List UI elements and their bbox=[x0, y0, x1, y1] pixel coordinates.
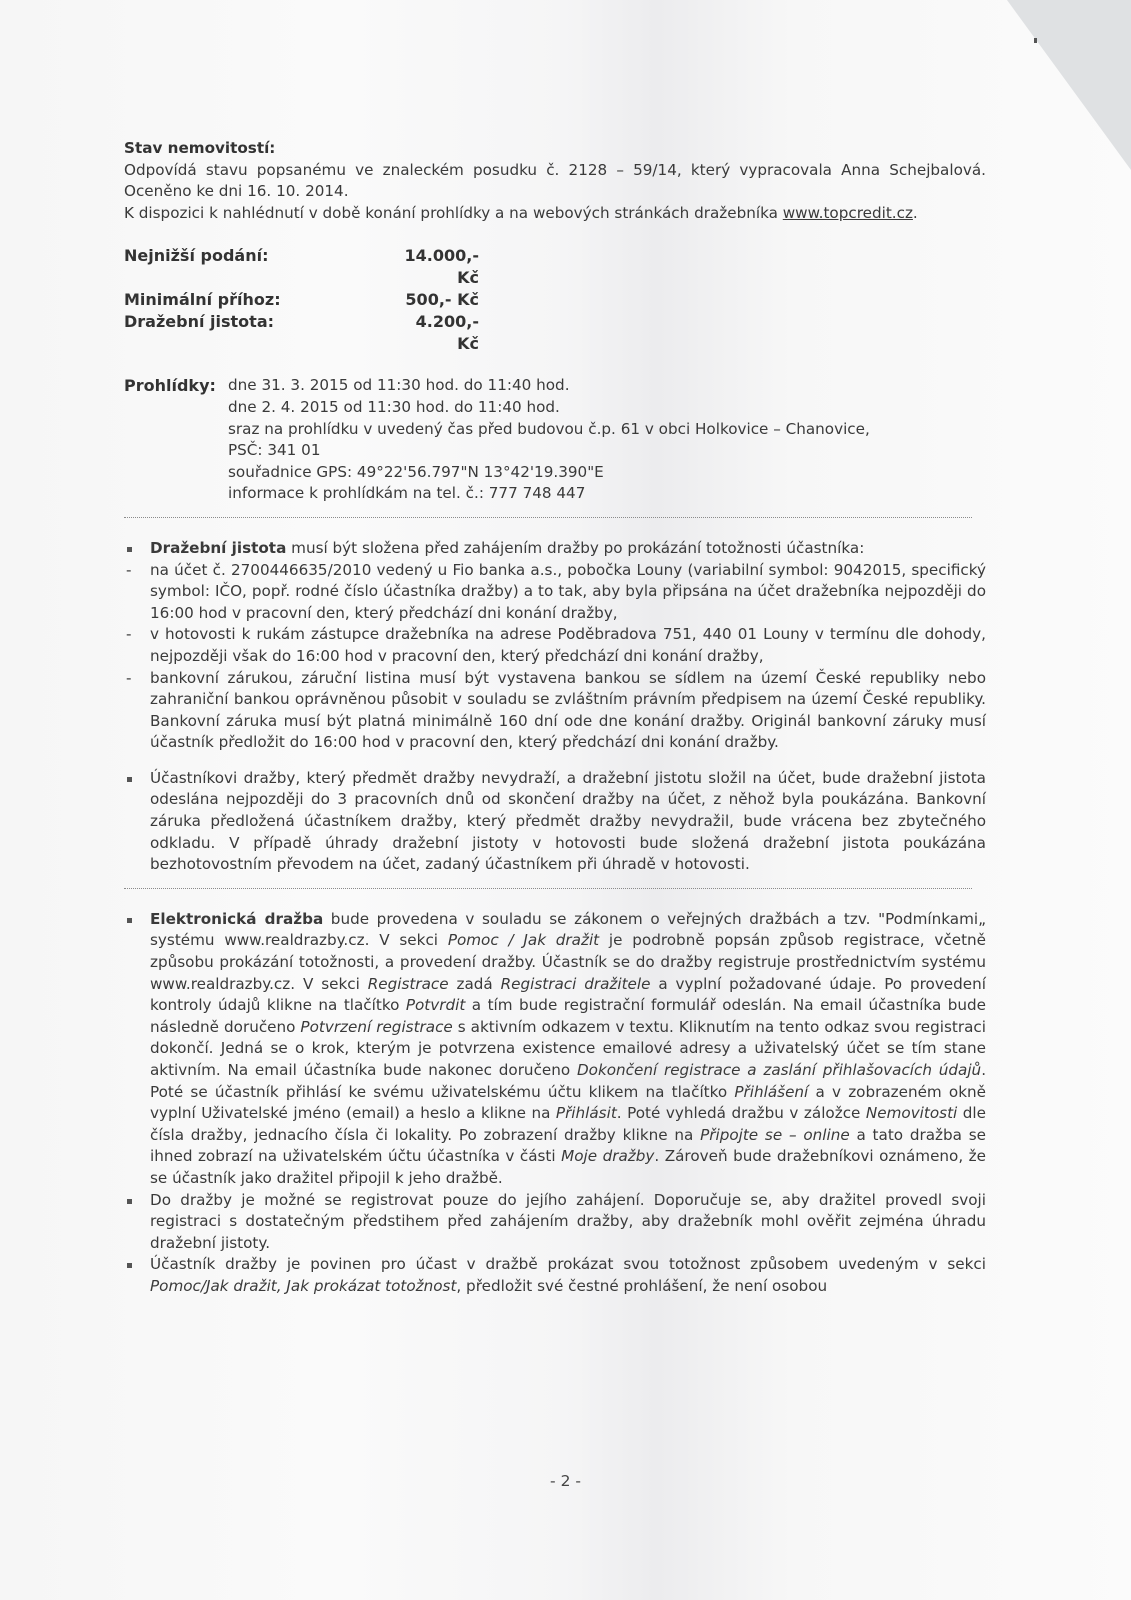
phone-line: informace k prohlídkám na tel. č.: 777 748 447 bbox=[228, 484, 586, 503]
text-run: zadá bbox=[448, 974, 501, 993]
deposit-option-account bbox=[124, 560, 986, 625]
electronic-auction-bold: Elektronická dražba bbox=[150, 909, 324, 928]
availability-prefix: K dispozici k nahlédnutí v době konání prohlídky a na webových stránkách dražebníka bbox=[124, 203, 778, 222]
dash-marker: - bbox=[126, 625, 132, 644]
text-run: bude provedena v souladu se zákonem o veřejných dražbách a tzv. "Podmínkami„ systému www.realdrazby.cz. V sekci bbox=[150, 909, 986, 950]
deposit-label: Dražební jistota: bbox=[124, 312, 275, 332]
deposit-option-text: v hotovosti k rukám zástupce dražebníka na adrese Poděbradova 751, 440 01 Louny v termínu dle dohody, nejpozději však do 16:00 hod v pracovní den, který předchází dni konání dražby, bbox=[150, 625, 986, 665]
gps-line: souřadnice GPS: 49°22'56.797"N 13°42'19.390"E bbox=[228, 462, 604, 481]
text-run: . Poté se účastník přihlásí ke svému uživatelskému účtu klikem na tlačítko bbox=[150, 1061, 987, 1101]
deposit-option-text: bankovní zárukou, záruční listina musí být vystavena bankou se sídlem na území České republiky nebo zahraniční bankou oprávněnou působit v souladu se zvláštním právním předpisem na území České republiky. Bankovní záruka musí být platná minimálně 160 dní ode dne konání dražby. Originál bankovní záruky musí účastník předložit do 16:00 hod v pracovní den, který předchází dni konání dražby. bbox=[150, 668, 986, 752]
italic-run: Potvrzení registrace bbox=[300, 1017, 453, 1036]
text-run: Účastník dražby je povinen pro účast v dražbě prokázat svou totožnost způsobem uvedeným v sekci bbox=[150, 1255, 986, 1274]
folded-corner bbox=[1007, 0, 1131, 170]
electronic-auction-text bbox=[124, 909, 986, 1190]
italic-run: Moje dražby bbox=[561, 1147, 655, 1166]
lowest-bid-label: Nejnižší podání: bbox=[124, 246, 269, 266]
min-increment-label: Minimální příhoz: bbox=[124, 290, 281, 310]
text-run: je podrobně popsán způsob registrace, včetně způsobu prokázání totožnosti, a provedení dražby. Účastník se do dražby registruje prostřednictvím systému www.realdrazby.cz. V sekci bbox=[150, 931, 987, 993]
deposit-option-guarantee bbox=[124, 668, 986, 754]
text-run: dle čísla dražby, jednacího čísla či lokality. Po zobrazení dražby klikne na bbox=[150, 1104, 986, 1144]
text-run: , předložit své čestné prohlášení, že není osobou bbox=[456, 1276, 828, 1295]
section-divider bbox=[124, 517, 972, 518]
deposit-option-cash bbox=[124, 624, 986, 667]
meeting-point-line: sraz na prohlídku v uvedený čas před budovou č.p. 61 v obci Holkovice – Chanovice, bbox=[228, 419, 870, 438]
viewings-lines bbox=[228, 375, 986, 505]
viewings-label: Prohlídky: bbox=[124, 376, 216, 396]
text-run: . Poté vyhledá dražbu v záložce bbox=[616, 1104, 866, 1123]
deposit-intro bbox=[124, 538, 986, 560]
italic-run: Nemovitosti bbox=[865, 1104, 958, 1123]
deposit-intro-text: musí být složena před zahájením dražby po prokázání totožnosti účastníka: bbox=[286, 538, 865, 557]
electronic-auction-section bbox=[124, 909, 986, 1298]
viewing-line: dne 2. 4. 2015 od 11:30 hod. do 11:40 hod. bbox=[228, 397, 560, 416]
italic-run: Připojte se – online bbox=[700, 1125, 850, 1144]
text-run: a tato dražba se ihned zobrazí na uživatelském účtu účastníka v části bbox=[150, 1125, 987, 1166]
property-condition-text: Odpovídá stavu popsanému ve znaleckém posudku č. 2128 – 59/14, který vypracovala Anna Schejbalová. Oceněno ke dni 16. 10. 2014. bbox=[124, 160, 986, 201]
italic-run: Potvrdit bbox=[405, 996, 466, 1015]
italic-run: Registraci dražitele bbox=[500, 974, 651, 993]
italic-run: Registrace bbox=[367, 974, 449, 993]
identity-text bbox=[124, 1254, 986, 1297]
viewing-line: dne 31. 3. 2015 od 11:30 hod. do 11:40 hod. bbox=[228, 376, 570, 395]
text-run: s aktivním odkazem v textu. Kliknutím na tento odkaz svou registraci dokončí. Jedná se o krok, kterým je potvrzena existence emailové adresy a uživatelský účet se tím stane aktivním. Na email účastníka bude nakonec doručeno bbox=[150, 1017, 986, 1079]
deposit-value: 4.200,- Kč bbox=[415, 312, 479, 354]
postal-code-line: PSČ: 341 01 bbox=[228, 441, 321, 460]
italic-run: Přihlášení bbox=[734, 1082, 809, 1101]
text-run: a vyplní požadované údaje. Po provedení kontroly údajů klikne na tlačítko bbox=[150, 974, 986, 1015]
page-number: - 2 - bbox=[550, 1472, 581, 1490]
dash-marker: - bbox=[126, 668, 132, 687]
text-run: a v zobrazeném okně vyplní Uživatelské jméno (email) a heslo a klikne na bbox=[150, 1082, 986, 1123]
property-condition-section bbox=[124, 138, 986, 224]
lowest-bid-value: 14.000,- Kč bbox=[404, 246, 479, 288]
italic-run: Přihlásit bbox=[555, 1104, 617, 1123]
deposit-refund-text: Účastníkovi dražby, který předmět dražby nevydraží, a dražební jistotu složil na účet, bude dražební jistota odeslána nejpozději do 3 pracovních dnů od skončení dražby na účet, z něhož byla poukázána. Bankovní záruka předložená účastníkem dražby, který předmět dražby nevydražil, bude vrácena bez zbytečného odkladu. V případě úhrady dražební jistoty v hotovosti bude složená dražební jistota poukázána bezhotovostním převodem na účet, zadaný účastníkem při úhradě v hotovosti. bbox=[124, 768, 986, 876]
italic-run: Pomoc / Jak dražit bbox=[447, 931, 600, 950]
registration-deadline-text: Do dražby je možné se registrovat pouze do jejího zahájení. Doporučuje se, aby dražitel provedl svoji registraci s dostatečným předstihem před zahájením dražby, aby dražebník mohl ověřit zejména úhradu dražební jistoty. bbox=[124, 1190, 986, 1255]
availability-suffix: . bbox=[912, 203, 918, 222]
text-run: a tím bude registrační formulář odeslán. Na email účastníka bude následně doručeno bbox=[150, 996, 987, 1036]
text-run: . Zároveň bude dražebníkovi oznámeno, že se účastník jako dražitel připojil k jeho dražbě. bbox=[150, 1147, 986, 1187]
deposit-section bbox=[124, 538, 986, 876]
property-condition-heading: Stav nemovitostí: bbox=[124, 139, 276, 157]
topcredit-link[interactable]: www.topcredit.cz bbox=[782, 203, 913, 222]
italic-run: Pomoc/Jak dražit, Jak prokázat totožnost bbox=[150, 1276, 457, 1295]
italic-run: Dokončení registrace a zaslání přihlašovacích údajů bbox=[576, 1061, 982, 1079]
section-divider bbox=[124, 888, 972, 889]
scan-speck bbox=[1034, 38, 1037, 43]
deposit-bold: Dražební jistota bbox=[150, 538, 287, 557]
dash-marker: - bbox=[126, 560, 132, 579]
availability-text bbox=[124, 203, 986, 225]
document-body bbox=[124, 138, 986, 1298]
price-table bbox=[124, 245, 986, 355]
viewings-section bbox=[124, 375, 986, 505]
min-increment-value: 500,- Kč bbox=[405, 290, 479, 310]
deposit-option-text: na účet č. 2700446635/2010 vedený u Fio banka a.s., pobočka Louny (variabilní symbol: 9042015, specifický symbol: IČO, popř. rodné číslo účastníka dražby) a to tak, aby byla připsána na účet dražebníka nejpozději do 16:00 hod v pracovní den, který předchází dni konání dražby, bbox=[150, 560, 986, 622]
